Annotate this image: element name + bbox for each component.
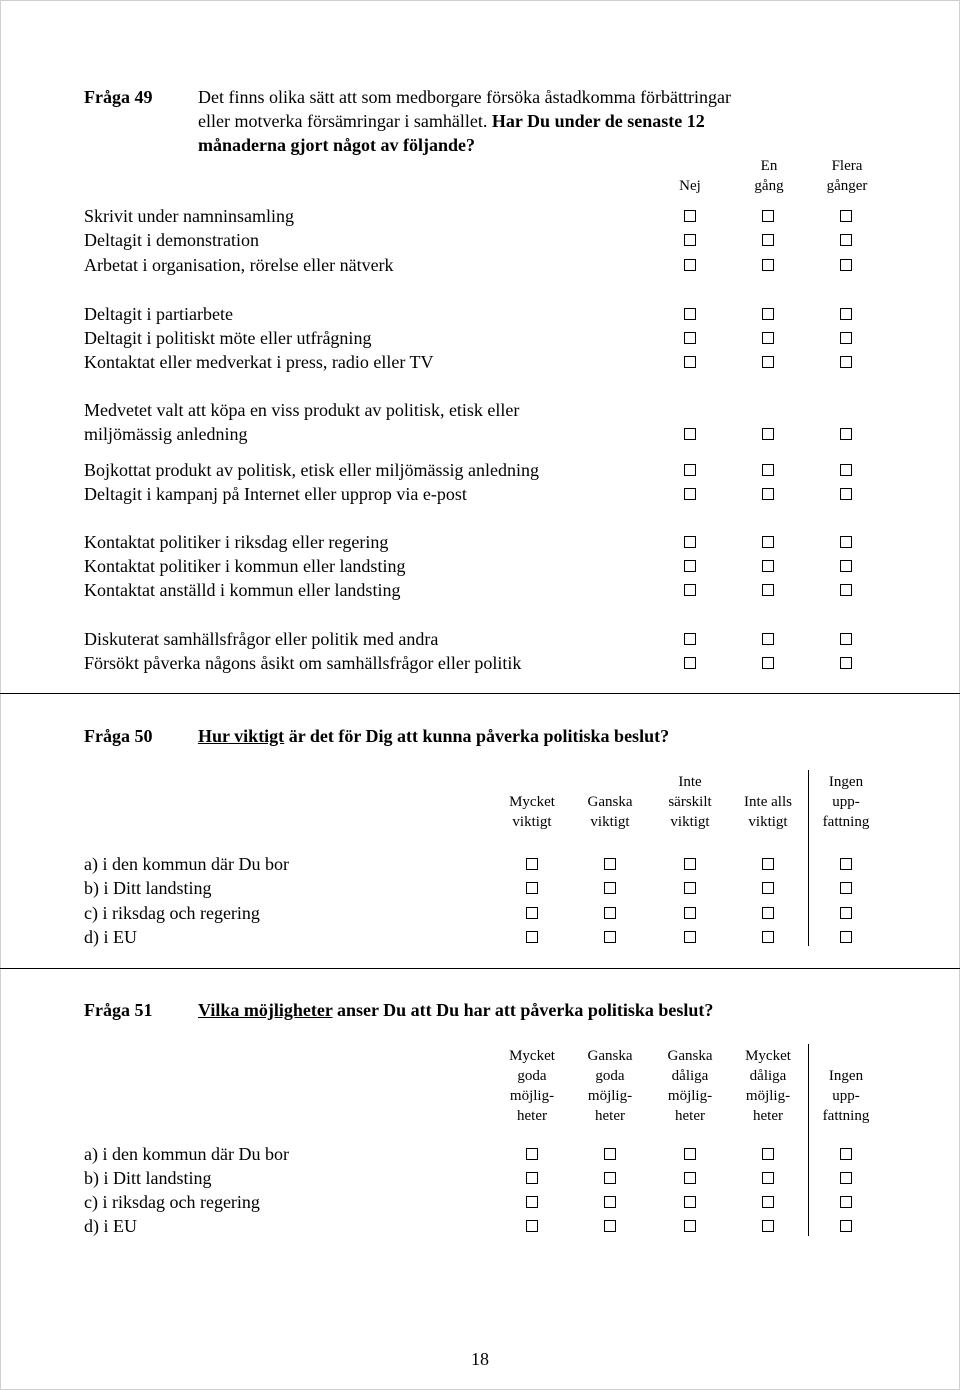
q50-item-label: a) i den kommun där Du bor [84,854,289,874]
q51-item-label: a) i den kommun där Du bor [84,1144,289,1164]
q49-checkbox[interactable] [840,560,852,572]
q50-checkbox[interactable] [684,858,696,870]
q50-header-ingen: Ingen [828,774,864,790]
q51-checkbox[interactable] [526,1220,538,1232]
q51-checkbox[interactable] [604,1172,616,1184]
q50-header-viktigt-2: viktigt [590,814,630,830]
q51-checkbox[interactable] [684,1148,696,1160]
q49-checkbox[interactable] [762,308,774,320]
q50-checkbox[interactable] [684,882,696,894]
q49-item-label: Deltagit i demonstration [84,230,259,250]
q49-checkbox[interactable] [840,210,852,222]
q49-checkbox[interactable] [840,234,852,246]
q50-header-inte: Inte [678,774,702,790]
q50-checkbox[interactable] [840,931,852,943]
q50-checkbox[interactable] [604,931,616,943]
q51-header-mojlig-3: möjlig- [667,1088,713,1104]
q49-checkbox[interactable] [762,210,774,222]
q49-checkbox[interactable] [840,428,852,440]
q51-checkbox[interactable] [684,1172,696,1184]
q49-checkbox[interactable] [684,210,696,222]
q50-header-inte-alls: Inte alls [744,794,792,810]
q51-item-label: b) i Ditt landsting [84,1168,212,1188]
q51-header-ingen: Ingen [828,1068,864,1084]
q49-item-label: Kontaktat politiker i riksdag eller regering [84,532,389,552]
q49-checkbox[interactable] [684,488,696,500]
q49-checkbox[interactable] [762,356,774,368]
q49-checkbox[interactable] [840,464,852,476]
q51-checkbox[interactable] [840,1196,852,1208]
q51-header-heter-3: heter [675,1108,705,1124]
q49-header-en: En [760,158,778,174]
q51-header-heter-1: heter [517,1108,547,1124]
q51-checkbox[interactable] [762,1148,774,1160]
q51-header-mycket-2: Mycket [745,1048,791,1064]
q49-header-nej: Nej [679,178,701,194]
q49-checkbox[interactable] [762,332,774,344]
q51-header-heter-2: heter [595,1108,625,1124]
q51-header-daliga-1: dåliga [671,1068,709,1084]
q50-item-label: d) i EU [84,927,137,947]
q49-checkbox[interactable] [840,633,852,645]
q51-checkbox[interactable] [840,1172,852,1184]
q49-checkbox[interactable] [840,657,852,669]
q49-item-label: Medvetet valt att köpa en viss produkt av politisk, etisk eller [84,400,520,420]
q51-header-ganska-2: Ganska [667,1048,713,1064]
q49-checkbox[interactable] [840,584,852,596]
q51-header-mojlig-4: möjlig- [745,1088,791,1104]
q50-checkbox[interactable] [840,858,852,870]
q49-checkbox[interactable] [684,633,696,645]
q51-item-label: c) i riksdag och regering [84,1192,260,1212]
q49-checkbox[interactable] [840,488,852,500]
q49-item-label: miljömässig anledning [84,424,248,444]
q49-item-label: Skrivit under namninsamling [84,206,294,226]
q51-header-goda-2: goda [595,1068,625,1084]
q51-checkbox[interactable] [762,1220,774,1232]
q50-checkbox[interactable] [604,882,616,894]
q50-header-viktigt-4: viktigt [748,814,788,830]
q49-item-label: Kontaktat anställd i kommun eller landsting [84,580,401,600]
q51-checkbox[interactable] [762,1172,774,1184]
q50-checkbox[interactable] [762,882,774,894]
q49-checkbox[interactable] [684,234,696,246]
q50-item-label: c) i riksdag och regering [84,903,260,923]
q49-checkbox[interactable] [684,428,696,440]
q49-item-label: Försökt påverka någons åsikt om samhällsfrågor eller politik [84,653,522,673]
q49-checkbox[interactable] [684,356,696,368]
q49-checkbox[interactable] [762,464,774,476]
q49-item-label: Kontaktat politiker i kommun eller landsting [84,556,406,576]
q51-header-daliga-2: dåliga [749,1068,787,1084]
question-50-label: Fråga 50 [84,726,153,746]
question-49-intro-line2: eller motverka försämringar i samhället. Har Du under de senaste 12 [198,111,705,131]
q51-checkbox[interactable] [840,1148,852,1160]
q51-header-fattning: fattning [822,1108,870,1124]
q50-checkbox[interactable] [526,931,538,943]
q49-checkbox[interactable] [684,308,696,320]
q50-checkbox[interactable] [840,882,852,894]
q50-checkbox[interactable] [604,858,616,870]
q49-checkbox[interactable] [684,464,696,476]
q51-header-heter-4: heter [753,1108,783,1124]
q49-checkbox[interactable] [762,560,774,572]
question-49-label: Fråga 49 [84,87,153,107]
q49-checkbox[interactable] [684,657,696,669]
divider [0,968,960,969]
q50-checkbox[interactable] [762,907,774,919]
q49-checkbox[interactable] [684,560,696,572]
q49-item-label: Kontaktat eller medverkat i press, radio eller TV [84,352,434,372]
q49-checkbox[interactable] [762,633,774,645]
q49-checkbox[interactable] [684,536,696,548]
q50-item-label: b) i Ditt landsting [84,878,212,898]
q51-checkbox[interactable] [604,1148,616,1160]
q51-checkbox[interactable] [526,1196,538,1208]
q49-checkbox[interactable] [762,488,774,500]
q49-checkbox[interactable] [684,332,696,344]
q49-checkbox[interactable] [762,234,774,246]
q50-checkbox[interactable] [762,931,774,943]
q49-checkbox[interactable] [840,332,852,344]
q49-checkbox[interactable] [840,259,852,271]
q50-header-upp: upp- [832,794,860,810]
page-number: 18 [471,1349,489,1369]
q49-header-gang: gång [754,178,784,194]
q51-header-ganska-1: Ganska [587,1048,633,1064]
q49-checkbox[interactable] [840,536,852,548]
q49-checkbox[interactable] [762,584,774,596]
q49-item-label: Arbetat i organisation, rörelse eller nätverk [84,255,394,275]
q51-checkbox[interactable] [762,1196,774,1208]
q50-header-viktigt-3: viktigt [670,814,710,830]
q50-header-sarskilt: särskilt [668,794,712,810]
q50-header-viktigt-1: viktigt [512,814,552,830]
q49-header-ganger: gånger [826,178,868,194]
q50-checkbox[interactable] [604,907,616,919]
q50-checkbox[interactable] [762,858,774,870]
question-51-title: Vilka möjligheter anser Du att Du har att påverka politiska beslut? [198,1000,714,1020]
q49-item-label: Deltagit i politiskt möte eller utfrågning [84,328,372,348]
q49-checkbox[interactable] [762,428,774,440]
q50-checkbox[interactable] [526,882,538,894]
question-49-intro-line3: månaderna gjort något av följande? [198,135,475,155]
q51-header-mycket-1: Mycket [509,1048,555,1064]
q51-item-label: d) i EU [84,1216,137,1236]
q49-item-label: Deltagit i kampanj på Internet eller upprop via e-post [84,484,467,504]
q51-header-goda-1: goda [517,1068,547,1084]
q51-header-upp: upp- [832,1088,860,1104]
q49-checkbox[interactable] [840,308,852,320]
q51-separator [808,1044,809,1236]
q50-header-ganska: Ganska [587,794,633,810]
q49-checkbox[interactable] [840,356,852,368]
question-51-label: Fråga 51 [84,1000,153,1020]
q50-separator [808,770,809,946]
q50-checkbox[interactable] [684,931,696,943]
q50-checkbox[interactable] [526,907,538,919]
q49-checkbox[interactable] [762,259,774,271]
q50-checkbox[interactable] [840,907,852,919]
q50-header-mycket: Mycket [509,794,555,810]
q50-checkbox[interactable] [526,858,538,870]
divider [0,693,960,694]
q50-checkbox[interactable] [684,907,696,919]
q49-checkbox[interactable] [762,657,774,669]
q50-header-fattning: fattning [822,814,870,830]
q51-header-mojlig-1: möjlig- [509,1088,555,1104]
q51-checkbox[interactable] [684,1196,696,1208]
question-50-title: Hur viktigt är det för Dig att kunna påverka politiska beslut? [198,726,670,746]
q51-checkbox[interactable] [684,1220,696,1232]
q49-checkbox[interactable] [684,584,696,596]
q51-checkbox[interactable] [526,1172,538,1184]
question-49-intro-line1: Det finns olika sätt att som medborgare försöka åstadkomma förbättringar [198,87,732,107]
q49-checkbox[interactable] [684,259,696,271]
q49-header-flera: Flera [831,158,863,174]
q51-checkbox[interactable] [604,1220,616,1232]
q49-item-label: Deltagit i partiarbete [84,304,233,324]
q51-checkbox[interactable] [604,1196,616,1208]
q49-checkbox[interactable] [762,536,774,548]
q49-item-label: Diskuterat samhällsfrågor eller politik med andra [84,629,439,649]
q51-checkbox[interactable] [840,1220,852,1232]
q51-checkbox[interactable] [526,1148,538,1160]
q51-header-mojlig-2: möjlig- [587,1088,633,1104]
q49-item-label: Bojkottat produkt av politisk, etisk eller miljömässig anledning [84,460,539,480]
